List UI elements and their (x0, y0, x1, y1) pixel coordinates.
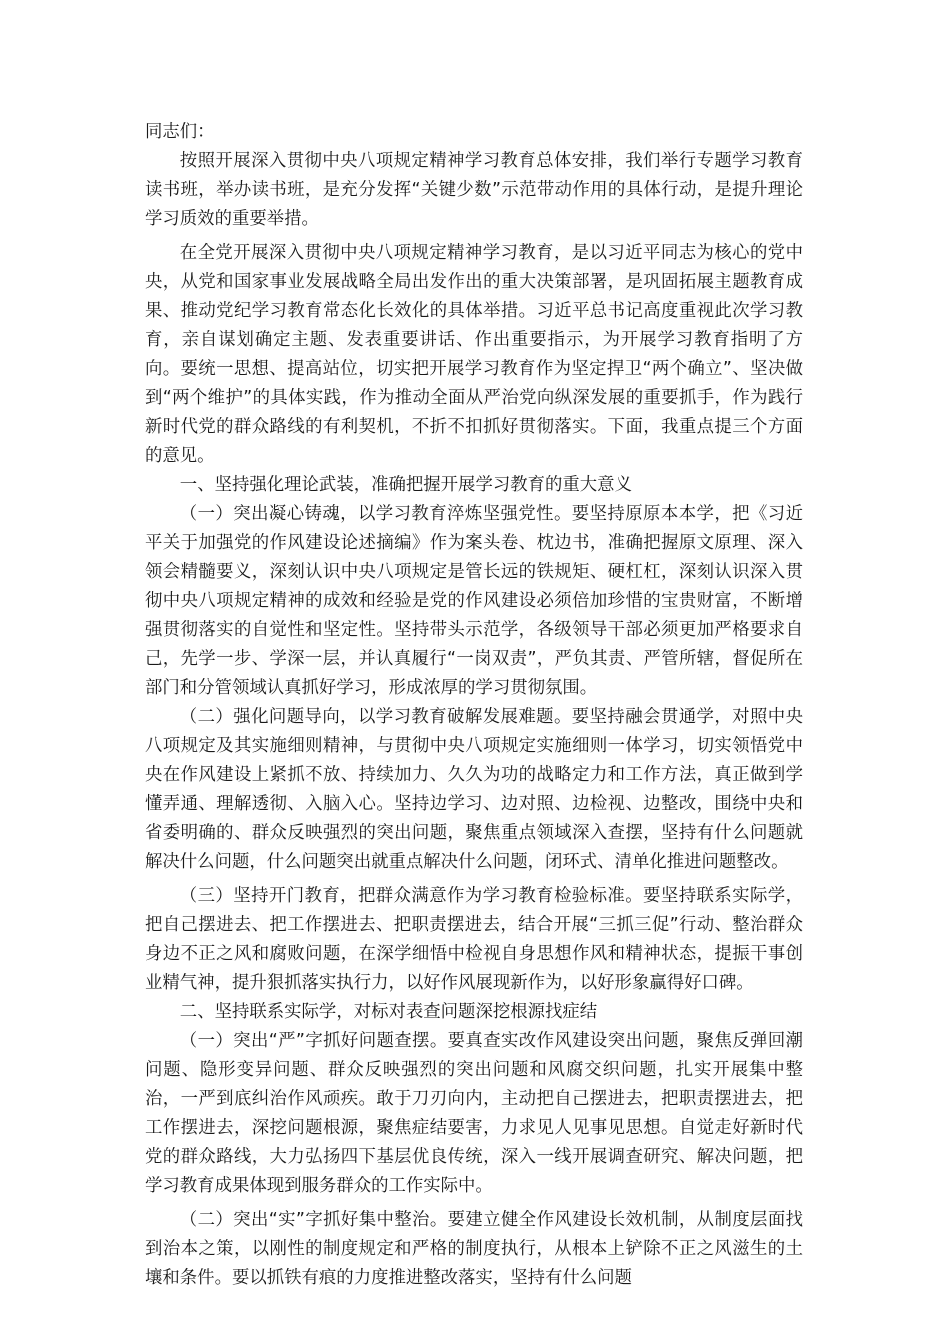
salutation: 同志们： (145, 122, 215, 142)
document-body (145, 118, 803, 1293)
paragraph-2-1: （一）突出“严”字抓好问题查摆。要真查实改作风建设突出问题，聚焦反弹回潮问题、隐形变异问题、群众反映强烈的突出问题和风腐交织问题，扎实开展集中整治，一严到底纠治作风顽疾。敢于刀刃向内，主动把自己摆进去，把职责摆进去，把工作摆进去，深挖问题根源，聚焦症结要害，力求见人见事见思想。自觉走好新时代党的群众路线，大力弘扬四下基层优良传统，深入一线开展调查研究、解决问题，把学习教育成果体现到服务群众的工作实际中。 (145, 1031, 803, 1196)
paragraph-1-1: （一）突出凝心铸魂，以学习教育淬炼坚强党性。要坚持原原本本学，把《习近平关于加强党的作风建设论述摘编》作为案头卷、枕边书，准确把握原文原理、深入领会精髓要义，深刻认识中央八项规定是管长远的铁规矩、硬杠杠，深刻认识深入贯彻中央八项规定精神的成效和经验是党的作风建设必须倍加珍惜的宝贵财富，不断增强贯彻落实的自觉性和坚定性。坚持带头示范学，各级领导干部必须更加严格要求自己，先学一步、学深一层，并认真履行“一岗双责”，严负其责、严管所辖，督促所在部门和分管领域认真抓好学习，形成浓厚的学习贯彻氛围。 (145, 504, 803, 698)
paragraph-1-3: （三）坚持开门教育，把群众满意作为学习教育检验标准。要坚持联系实际学，把自己摆进去、把工作摆进去、把职责摆进去，结合开展“三抓三促”行动、整治群众身边不正之风和腐败问题，在深学细悟中检视自身思想作风和精神状态，提振干事创业精气神，提升狠抓落实执行力，以好作风展现新作为，以好形象赢得好口碑。 (145, 886, 803, 993)
section-heading-2: 二、坚持联系实际学，对标对表查问题深挖根源找症结 (179, 1002, 598, 1022)
paragraph-intro: 按照开展深入贯彻中央八项规定精神学习教育总体安排，我们举行专题学习教育读书班，举办读书班，是充分发挥“关键少数”示范带动作用的具体行动，是提升理论学习质效的重要举措。 (145, 151, 803, 229)
paragraph-background: 在全党开展深入贯彻中央八项规定精神学习教育，是以习近平同志为核心的党中央，从党和国家事业发展战略全局出发作出的重大决策部署，是巩固拓展主题教育成果、推动党纪学习教育常态化长效化的具体举措。习近平总书记高度重视此次学习教育，亲自谋划确定主题、发表重要讲话、作出重要指示，为开展学习教育指明了方向。要统一思想、提高站位，切实把开展学习教育作为坚定捍卫“两个确立”、坚决做到“两个维护”的具体实践，作为推动全面从严治党向纵深发展的重要抓手，作为践行新时代党的群众路线的有利契机，不折不扣抓好贯彻落实。下面，我重点提三个方面的意见。 (145, 243, 803, 466)
paragraph-1-2: （二）强化问题导向，以学习教育破解发展难题。要坚持融会贯通学，对照中央八项规定及其实施细则精神，与贯彻中央八项规定实施细则一体学习，切实领悟党中央在作风建设上紧抓不放、持续加力、久久为功的战略定力和工作方法，真正做到学懂弄通、理解透彻、入脑入心。坚持边学习、边对照、边检视、边整改，围绕中央和省委明确的、群众反映强烈的突出问题，聚焦重点领域深入查摆，坚持有什么问题就解决什么问题，什么问题突出就重点解决什么问题，闭环式、清单化推进问题整改。 (145, 707, 803, 872)
paragraph-2-2: （二）突出“实”字抓好集中整治。要建立健全作风建设长效机制，从制度层面找到治本之策，以刚性的制度规定和严格的制度执行，从根本上铲除不正之风滋生的土壤和条件。要以抓铁有痕的力度推进整改落实，坚持有什么问题 (145, 1210, 803, 1288)
section-heading-1: 一、坚持强化理论武装，准确把握开展学习教育的重大意义 (179, 475, 632, 495)
